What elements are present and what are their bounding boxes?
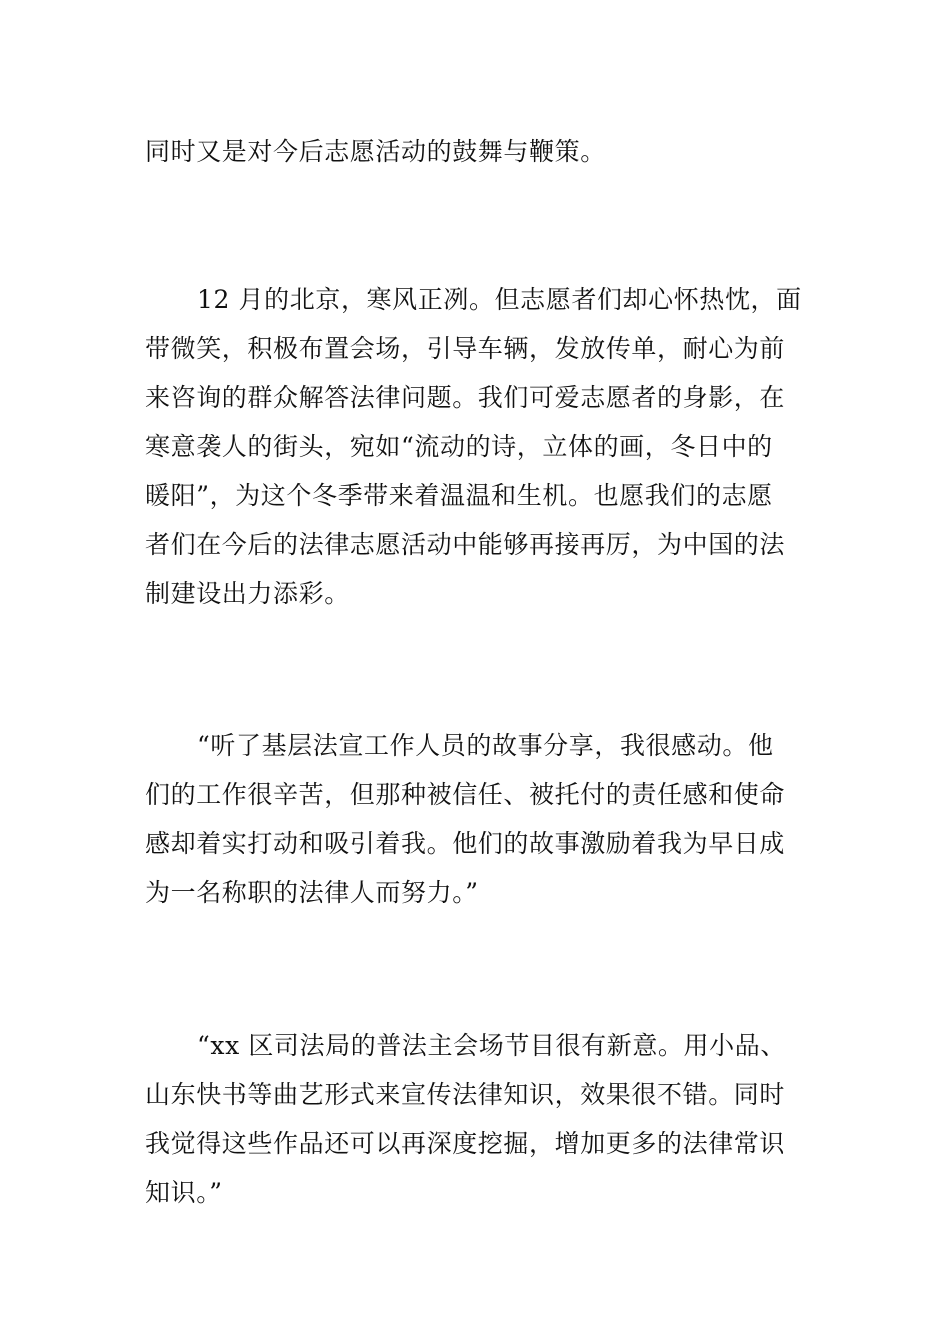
paragraph-4-line-2: 山东快书等曲艺形式来宣传法律知识，效果很不错。同时 <box>145 1080 786 1109</box>
paragraph-1-line-1: 同时又是对今后志愿活动的鼓舞与鞭策。 <box>145 137 606 166</box>
paragraph-3-line-1: “听了基层法宣工作人员的故事分享，我很感动。他 <box>197 731 774 760</box>
paragraph-2-line-3: 来咨询的群众解答法律问题。我们可爱志愿者的身影，在 <box>145 383 786 412</box>
paragraph-3-line-3: 感却着实打动和吸引着我。他们的故事激励着我为早日成 <box>145 829 786 858</box>
paragraph-3-line-2: 们的工作很辛苦，但那种被信任、被托付的责任感和使命 <box>145 780 786 809</box>
paragraph-4-line-1: “xx 区司法局的普法主会场节目很有新意。用小品、 <box>197 1031 786 1060</box>
paragraph-2-line-5: 暖阳”，为这个冬季带来着温温和生机。也愿我们的志愿 <box>145 481 773 510</box>
paragraph-2-line-6: 者们在今后的法律志愿活动中能够再接再厉，为中国的法 <box>145 530 786 559</box>
paragraph-2-line-4: 寒意袭人的街头，宛如“流动的诗，立体的画，冬日中的 <box>145 432 773 461</box>
paragraph-4-line-3: 我觉得这些作品还可以再深度挖掘，增加更多的法律常识 <box>145 1129 786 1158</box>
paragraph-2-line-1: 12 月的北京，寒风正冽。但志愿者们却心怀热忱，面 <box>197 285 802 314</box>
paragraph-2-line-7: 制建设出力添彩。 <box>145 579 350 608</box>
paragraph-4-line-4: 知识。” <box>145 1178 223 1207</box>
paragraph-3-line-4: 为一名称职的法律人而努力。” <box>145 878 479 907</box>
paragraph-2-line-2: 带微笑，积极布置会场，引导车辆，发放传单，耐心为前 <box>145 334 786 363</box>
